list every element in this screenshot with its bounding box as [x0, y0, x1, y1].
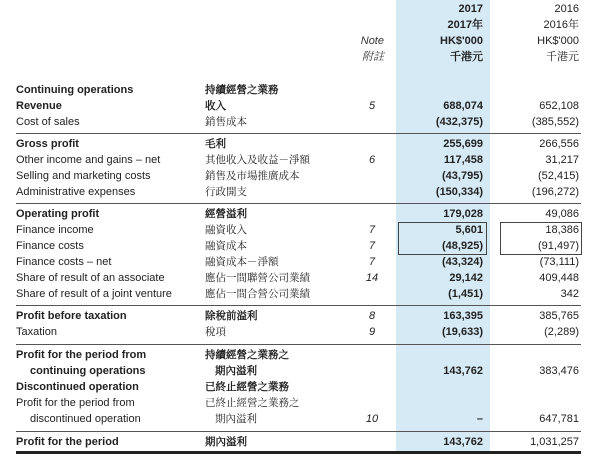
row-note: 5: [368, 100, 376, 112]
row-label-zh: 融資成本: [205, 240, 247, 252]
row-value-2016: 49,086: [545, 208, 579, 220]
table-row: [0, 324, 602, 340]
row-label-zh: 銷售及市場推廣成本: [205, 170, 300, 182]
note-header: [340, 33, 384, 65]
row-value-2017: 255,699: [443, 138, 483, 150]
row-value-2017: 143,762: [443, 436, 483, 448]
row-note: 7: [368, 224, 376, 236]
header-2017-year: 2017: [458, 3, 483, 15]
header-2017-unit-zh: 千港元: [450, 51, 483, 63]
row-value-2017: 163,395: [443, 310, 483, 322]
row-label-en: Finance income: [16, 224, 94, 236]
row-value-2017: 143,762: [443, 365, 483, 377]
row-label-zh: 稅項: [205, 326, 226, 338]
row-label-zh: 行政開支: [205, 186, 247, 198]
highlight-box-2016: [500, 222, 582, 255]
row-value-2016: (52,415): [538, 170, 579, 182]
row-label-en: Other income and gains – net: [16, 154, 161, 166]
table-row: [0, 114, 602, 130]
row-label-zh: 期內溢利: [215, 365, 257, 377]
row-label-zh: 融資成本－淨額: [205, 256, 279, 268]
row-value-2017: (432,375): [435, 116, 483, 128]
divider: [16, 431, 581, 432]
table-row: [0, 286, 602, 302]
row-label-zh: 已終止經營之業務之: [205, 397, 300, 409]
row-value-2017: (19,633): [442, 326, 483, 338]
row-note: 14: [365, 272, 379, 284]
table-row: [0, 168, 602, 184]
row-value-2017: 5,601: [455, 224, 483, 236]
row-value-2017: (48,925): [442, 240, 483, 252]
row-label-zh: 銷售成本: [205, 116, 247, 128]
row-label-zh: 已終止經營之業務: [205, 381, 289, 393]
table-row: [0, 434, 602, 450]
row-label-zh: 經營溢利: [205, 208, 247, 220]
row-value-2016: (91,497): [538, 240, 579, 252]
row-note: 8: [368, 310, 376, 322]
note-header-zh: 附註: [362, 51, 384, 63]
row-label-zh: 除稅前溢利: [205, 310, 258, 322]
header-2017-year-zh: 2017年: [447, 19, 483, 31]
table-row: [0, 254, 602, 270]
table-row: [0, 270, 602, 286]
row-note: 7: [368, 240, 376, 252]
row-value-2016: (385,552): [531, 116, 579, 128]
row-value-2016: (196,272): [531, 186, 579, 198]
table-row: [0, 98, 602, 114]
row-note: 7: [368, 256, 376, 268]
row-label-zh: 應佔一間聯營公司業績: [205, 272, 310, 284]
row-value-2016: 1,031,257: [530, 436, 579, 448]
row-value-2016: 652,108: [539, 100, 579, 112]
row-label-zh: 持續經營之業務之: [205, 349, 289, 361]
row-note: 9: [368, 326, 376, 338]
row-label-en: Operating profit: [16, 208, 100, 220]
row-value-2016: 647,781: [539, 413, 579, 425]
divider: [16, 203, 581, 204]
row-label-en: Discontinued operation: [16, 381, 139, 393]
row-label-en: Gross profit: [16, 138, 79, 150]
row-label-en: Revenue: [16, 100, 62, 112]
row-label-zh: 應佔一間合營公司業績: [205, 288, 310, 300]
row-label-en: Profit before taxation: [16, 310, 127, 322]
row-value-2016: (2,289): [544, 326, 579, 338]
row-note: 6: [368, 154, 376, 166]
row-label-zh: 期內溢利: [215, 413, 257, 425]
header-2016-year-zh: 2016年: [543, 19, 579, 31]
header-2016-year: 2016: [554, 3, 579, 15]
table-row: [0, 347, 602, 363]
row-value-2017: 179,028: [443, 208, 483, 220]
row-label-en: Administrative expenses: [16, 186, 136, 198]
row-label-en: Profit for the period: [16, 436, 119, 448]
row-label-en: Cost of sales: [16, 116, 80, 128]
divider: [16, 344, 581, 345]
table-row: [0, 411, 602, 427]
header-2017: [440, 1, 483, 65]
row-label-en: Profit for the period from: [16, 349, 147, 361]
row-label-zh: 融資收入: [205, 224, 247, 236]
table-row: [0, 206, 602, 222]
table-row: [0, 395, 602, 411]
row-label-en: Finance costs: [16, 240, 84, 252]
row-label-en: Share of result of a joint venture: [16, 288, 172, 300]
row-value-2017: –: [476, 413, 483, 425]
row-label-en: continuing operations: [30, 365, 146, 377]
row-label-zh: 其他收入及收益－淨額: [205, 154, 310, 166]
row-value-2016: (73,111): [539, 256, 579, 268]
highlight-box-2017: [398, 222, 487, 255]
table-row: [0, 184, 602, 200]
row-label-en: Continuing operations: [16, 84, 134, 96]
divider: [16, 305, 581, 306]
row-value-2016: 266,556: [539, 138, 579, 150]
header-2016-unit: HK$'000: [537, 35, 579, 47]
table-row: [0, 308, 602, 324]
table-row: [0, 136, 602, 152]
total-underline: [16, 451, 581, 454]
row-note: 10: [365, 413, 379, 425]
table-row: [0, 82, 602, 98]
row-label-en: Selling and marketing costs: [16, 170, 151, 182]
row-value-2016: 383,476: [539, 365, 579, 377]
row-value-2017: (43,795): [442, 170, 483, 182]
divider: [16, 133, 581, 134]
row-label-en: Profit for the period from: [16, 397, 135, 409]
row-value-2016: 18,386: [545, 224, 579, 236]
row-value-2016: 409,448: [539, 272, 579, 284]
header-2017-unit: HK$'000: [440, 35, 483, 47]
table-row: [0, 363, 602, 379]
header-2016-unit-zh: 千港元: [546, 51, 579, 63]
row-label-en: Share of result of an associate: [16, 272, 165, 284]
row-value-2017: 688,074: [443, 100, 483, 112]
row-value-2017: (43,324): [442, 256, 483, 268]
row-label-en: Finance costs – net: [16, 256, 112, 268]
row-value-2017: 29,142: [449, 272, 483, 284]
table-row: [0, 152, 602, 168]
row-value-2016: 31,217: [545, 154, 579, 166]
row-label-zh: 收入: [205, 100, 226, 112]
row-label-zh: 毛利: [205, 138, 226, 150]
row-label-en: discontinued operation: [30, 413, 141, 425]
header-2016: [537, 1, 579, 65]
row-label-en: Taxation: [16, 326, 57, 338]
row-label-zh: 期內溢利: [205, 436, 247, 448]
row-value-2017: (1,451): [448, 288, 483, 300]
table-row: [0, 379, 602, 395]
row-value-2016: 385,765: [539, 310, 579, 322]
row-value-2016: 342: [560, 288, 579, 300]
row-value-2017: (150,334): [435, 186, 483, 198]
row-label-zh: 持續經營之業務: [205, 84, 279, 96]
row-value-2017: 117,458: [443, 154, 483, 166]
note-header-en: Note: [360, 35, 384, 47]
